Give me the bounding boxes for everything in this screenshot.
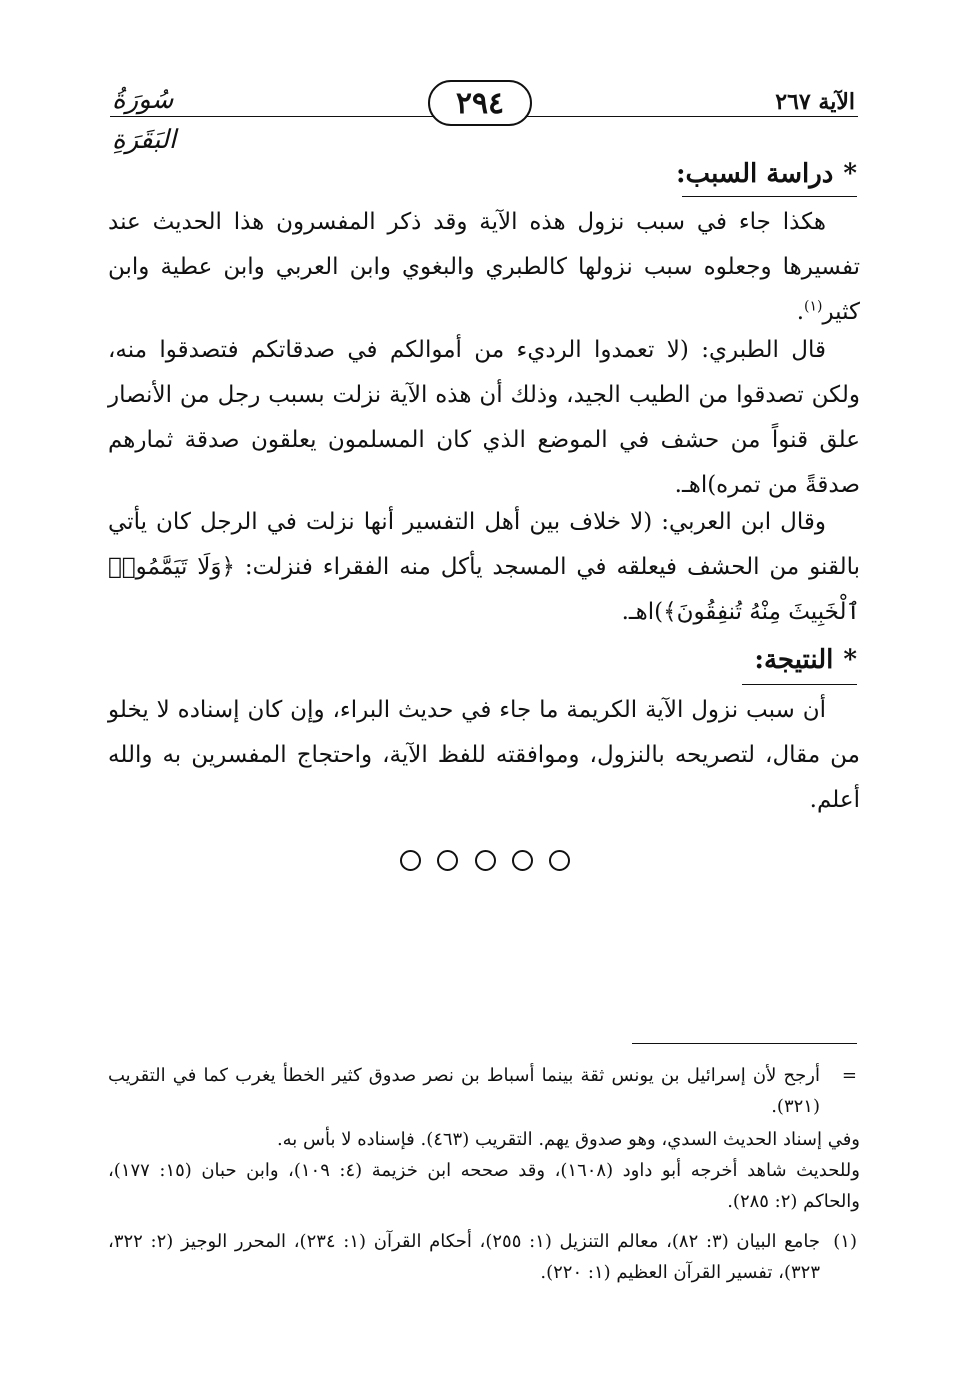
star-icon: *	[843, 645, 857, 675]
footnote-ref[interactable]: (١)	[804, 298, 823, 315]
footnote-continuation-1: أرجح لأن إسرائيل بن يونس ثقة بينما أسباط بن نصر صدوق كثير الخطأ يغرب كما في التقريب (٣٢١).	[108, 1065, 820, 1117]
paragraph-result: أن سبب نزول الآية الكريمة ما جاء في حديث البراء، وإن كان إسناده لا يخلو من مقال، لتصريحه بالنزول، وموافقته للفظ الآية، واحتجاج المفسرين به والله أعلم.	[108, 697, 860, 813]
heading-underline	[742, 684, 857, 685]
circle-ornament-icon	[475, 850, 496, 871]
footnote-1: جامع البيان (٣: ٨٢)، معالم التنزيل (١: ٢٥٥)، أحكام القرآن (١: ٢٣٤)، المحرر الوجيز (٢: ٣٢٢، ٣٢٣)، تفسير القرآن العظيم (١: ٢٢٠).	[108, 1231, 820, 1283]
section-separator	[400, 846, 570, 874]
circle-ornament-icon	[437, 850, 458, 871]
verse-reference: الآية ٢٦٧	[775, 89, 855, 115]
section-heading-reason	[676, 156, 857, 192]
footnote-1-mark: (١)	[833, 1231, 857, 1252]
paragraph-tabari-quote: قال الطبري: (لا تعمدوا الرديء من أموالكم في صدقاتكم فتصدقوا منه، ولكن تصدقوا من الطيب الجيد، وذلك أن هذه الآية نزلت بسبب رجل من الأنصار علق قنواً من حشف في الموضع الذي كان المسلمون يعلقون صدقة ثمارهم صدقةً من تمره)اهـ.	[108, 337, 860, 498]
circle-ornament-icon	[512, 850, 533, 871]
star-icon: *	[843, 159, 857, 189]
footnote-rule	[632, 1043, 857, 1044]
paragraph-reason-1: هكذا جاء في سبب نزول هذه الآية وقد ذكر المفسرون هذا الحديث عند تفسيرها وجعلوه سبب نزولها كالطبري والبغوي وابن العربي وابن عطية وابن كثير$^{(١)}$.	[108, 209, 860, 325]
page-number: ٢٩٤	[428, 80, 532, 126]
footnote-continuation-2: وفي إسناد الحديث السدي، وهو صدوق يهم. التقريب (٤٦٣). فإسناده لا بأس به.	[276, 1129, 860, 1150]
heading-text: النتيجة:	[754, 645, 834, 675]
footnote-continuation-3: وللحديث شاهد أخرجه أبو داود (١٦٠٨)، وقد صححه ابن خزيمة (٤: ١٠٩)، وابن حبان (١٥: ١٧٧)، والحاكم (٢: ٢٨٥).	[108, 1160, 860, 1212]
circle-ornament-icon	[400, 850, 421, 871]
footnote-continuation-mark: =	[841, 1065, 857, 1086]
circle-ornament-icon	[549, 850, 570, 871]
heading-text: دراسة السبب:	[675, 159, 834, 189]
surah-title: سُورَةُ البَقَرَةِ	[112, 85, 177, 155]
section-heading-result	[754, 642, 857, 678]
heading-underline	[682, 196, 857, 197]
paragraph-ibn-arabi-quote: وقال ابن العربي: (لا خلاف بين أهل التفسير أنها نزلت في الرجل كان يأتي بالقنو من الحشف فيعلقه في المسجد يأكل منه الفقراء فنزلت: ﴿وَلَا تَيَمَّمُوا۟ ٱلْخَبِيثَ مِنْهُ تُنفِقُونَ﴾)اهـ.	[108, 509, 860, 625]
